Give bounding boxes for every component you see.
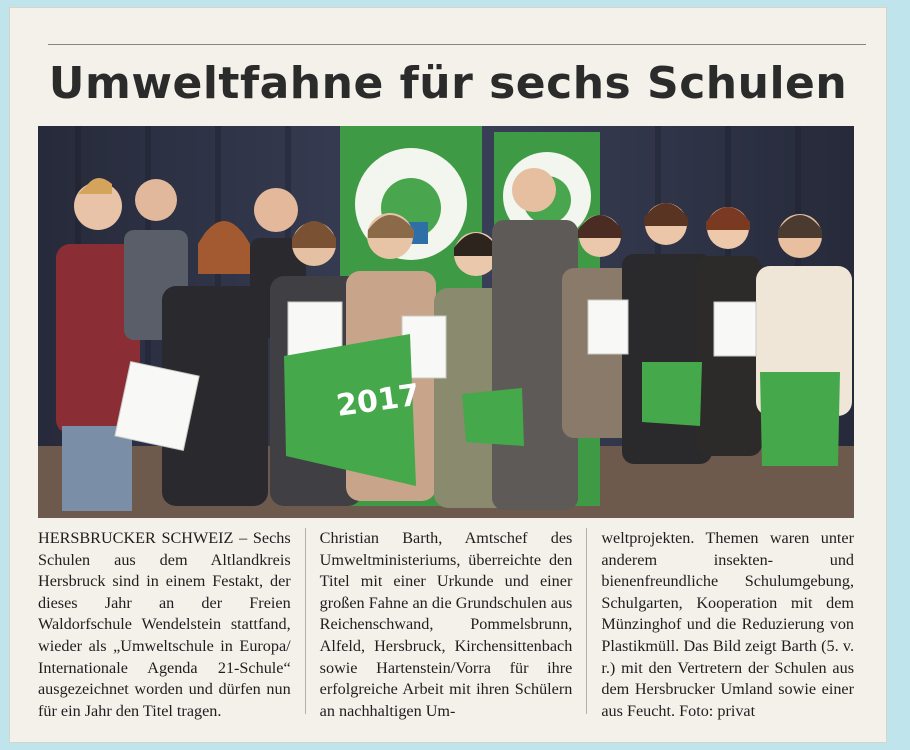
headline: Umweltfahne für sechs Schulen — [48, 58, 848, 109]
column-divider — [305, 528, 306, 714]
article-column-3: weltprojekten. Themen waren unter anderem insekten- und bienenfreundliche Schulumgebung, Schulgarten, Kooperation mit dem Münzinghof und die Reduzierung von Plastikmüll. Das Bild zeigt Barth (5. v. r.) mit den Vertretern der Schulen aus dem Hersbrucker Umland sowie einer aus Feucht. Foto: privat — [601, 529, 855, 720]
article-column-2: Christian Barth, Amtschef des Umweltministeriums, überreichte den Titel mit einer Urkunde und einer großen Fahne an die Grundschulen aus Reichenschwand, Pommelsbrunn, Alfeld, Hersbruck, Kirchensittenbach sowie Hartenstein/Vorra für ihre erfolgreiche Arbeit mit ihren Schülern an nachhaltigen Um- — [319, 529, 573, 720]
article-column-1: HERSBRUCKER SCHWEIZ – Sechs Schulen aus dem Altlandkreis Hersbruck sind in einem Festakt, der dieses Jahr an der Freien Waldorfschule Wendelstein stattfand, wieder als „Umweltschule in Europa/ Internationale Agenda 21-Schule“ ausgezeichnet worden und dürfen nun für ein Jahr den Titel tragen. — [38, 529, 291, 720]
group-photo-illustration — [38, 126, 854, 518]
article-body — [38, 528, 855, 720]
article-photo — [38, 126, 854, 518]
top-rule — [48, 44, 866, 45]
column-divider — [586, 528, 587, 714]
flag-year-label: 2017 — [334, 377, 422, 424]
